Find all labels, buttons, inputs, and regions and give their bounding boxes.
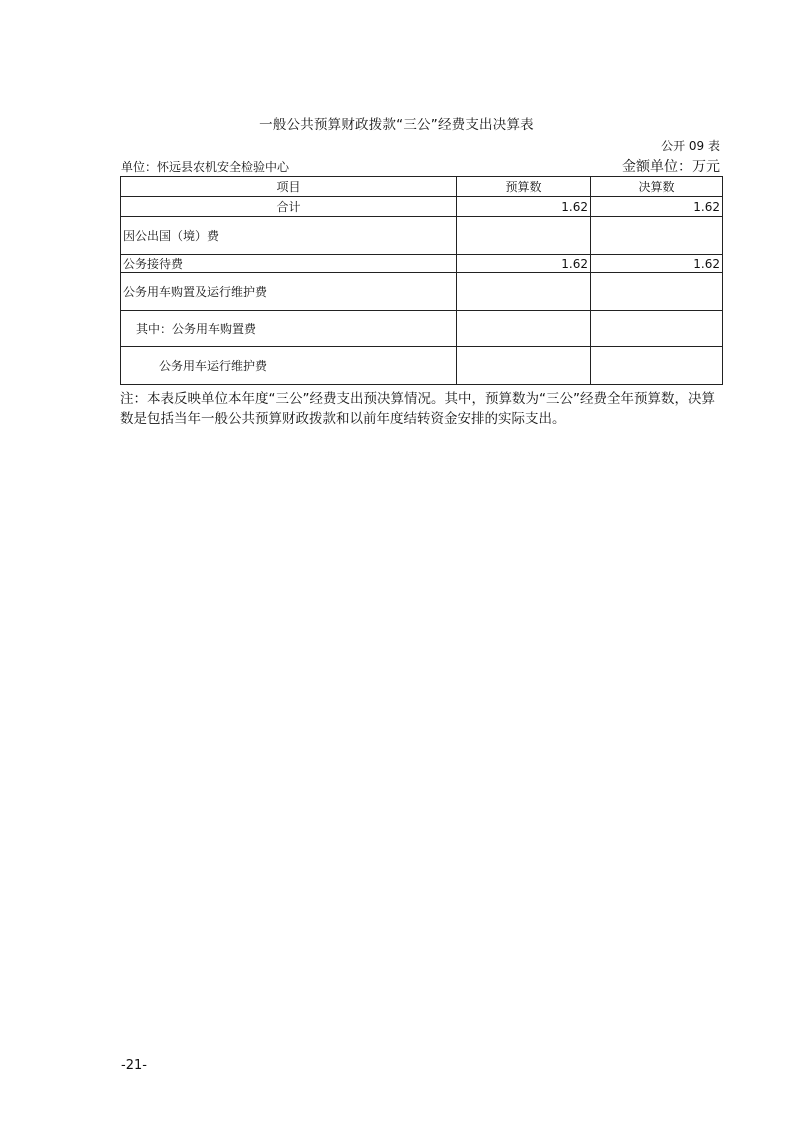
header-item: 项目	[121, 177, 457, 197]
header-budget: 预算数	[457, 177, 591, 197]
form-number: 公开 09 表	[661, 139, 720, 153]
row-budget	[457, 311, 591, 347]
row-item: 公务用车运行维护费	[121, 347, 457, 385]
table-row	[121, 255, 723, 273]
row-final	[591, 273, 723, 311]
table-header-row	[121, 177, 723, 197]
row-budget: 1.62	[457, 255, 591, 273]
row-item: 合计	[121, 197, 457, 217]
row-budget: 1.62	[457, 197, 591, 217]
row-final: 1.62	[591, 197, 723, 217]
row-item: 其中：公务用车购置费	[121, 311, 457, 347]
row-final	[591, 217, 723, 255]
table-title: 一般公共预算财政拨款“三公”经费支出决算表	[259, 117, 534, 133]
table-row	[121, 197, 723, 217]
table-row	[121, 273, 723, 311]
money-unit-label: 金额单位：万元	[622, 159, 720, 175]
row-final: 1.62	[591, 255, 723, 273]
row-budget	[457, 217, 591, 255]
page-number: -21-	[121, 1058, 147, 1073]
table-row	[121, 311, 723, 347]
table-row	[121, 217, 723, 255]
row-item: 公务用车购置及运行维护费	[121, 273, 457, 311]
table-row	[121, 347, 723, 385]
header-final: 决算数	[591, 177, 723, 197]
expenditure-table	[120, 176, 723, 385]
row-final	[591, 347, 723, 385]
row-budget	[457, 273, 591, 311]
table-note: 注：本表反映单位本年度“三公”经费支出预决算情况。其中，预算数为“三公”经费全年预算数，决算数是包括当年一般公共预算财政拨款和以前年度结转资金安排的实际支出。	[120, 391, 715, 427]
row-final	[591, 311, 723, 347]
row-budget	[457, 347, 591, 385]
row-item: 因公出国（境）费	[121, 217, 457, 255]
row-item: 公务接待费	[121, 255, 457, 273]
unit-label: 单位：怀远县农机安全检验中心	[121, 160, 290, 174]
